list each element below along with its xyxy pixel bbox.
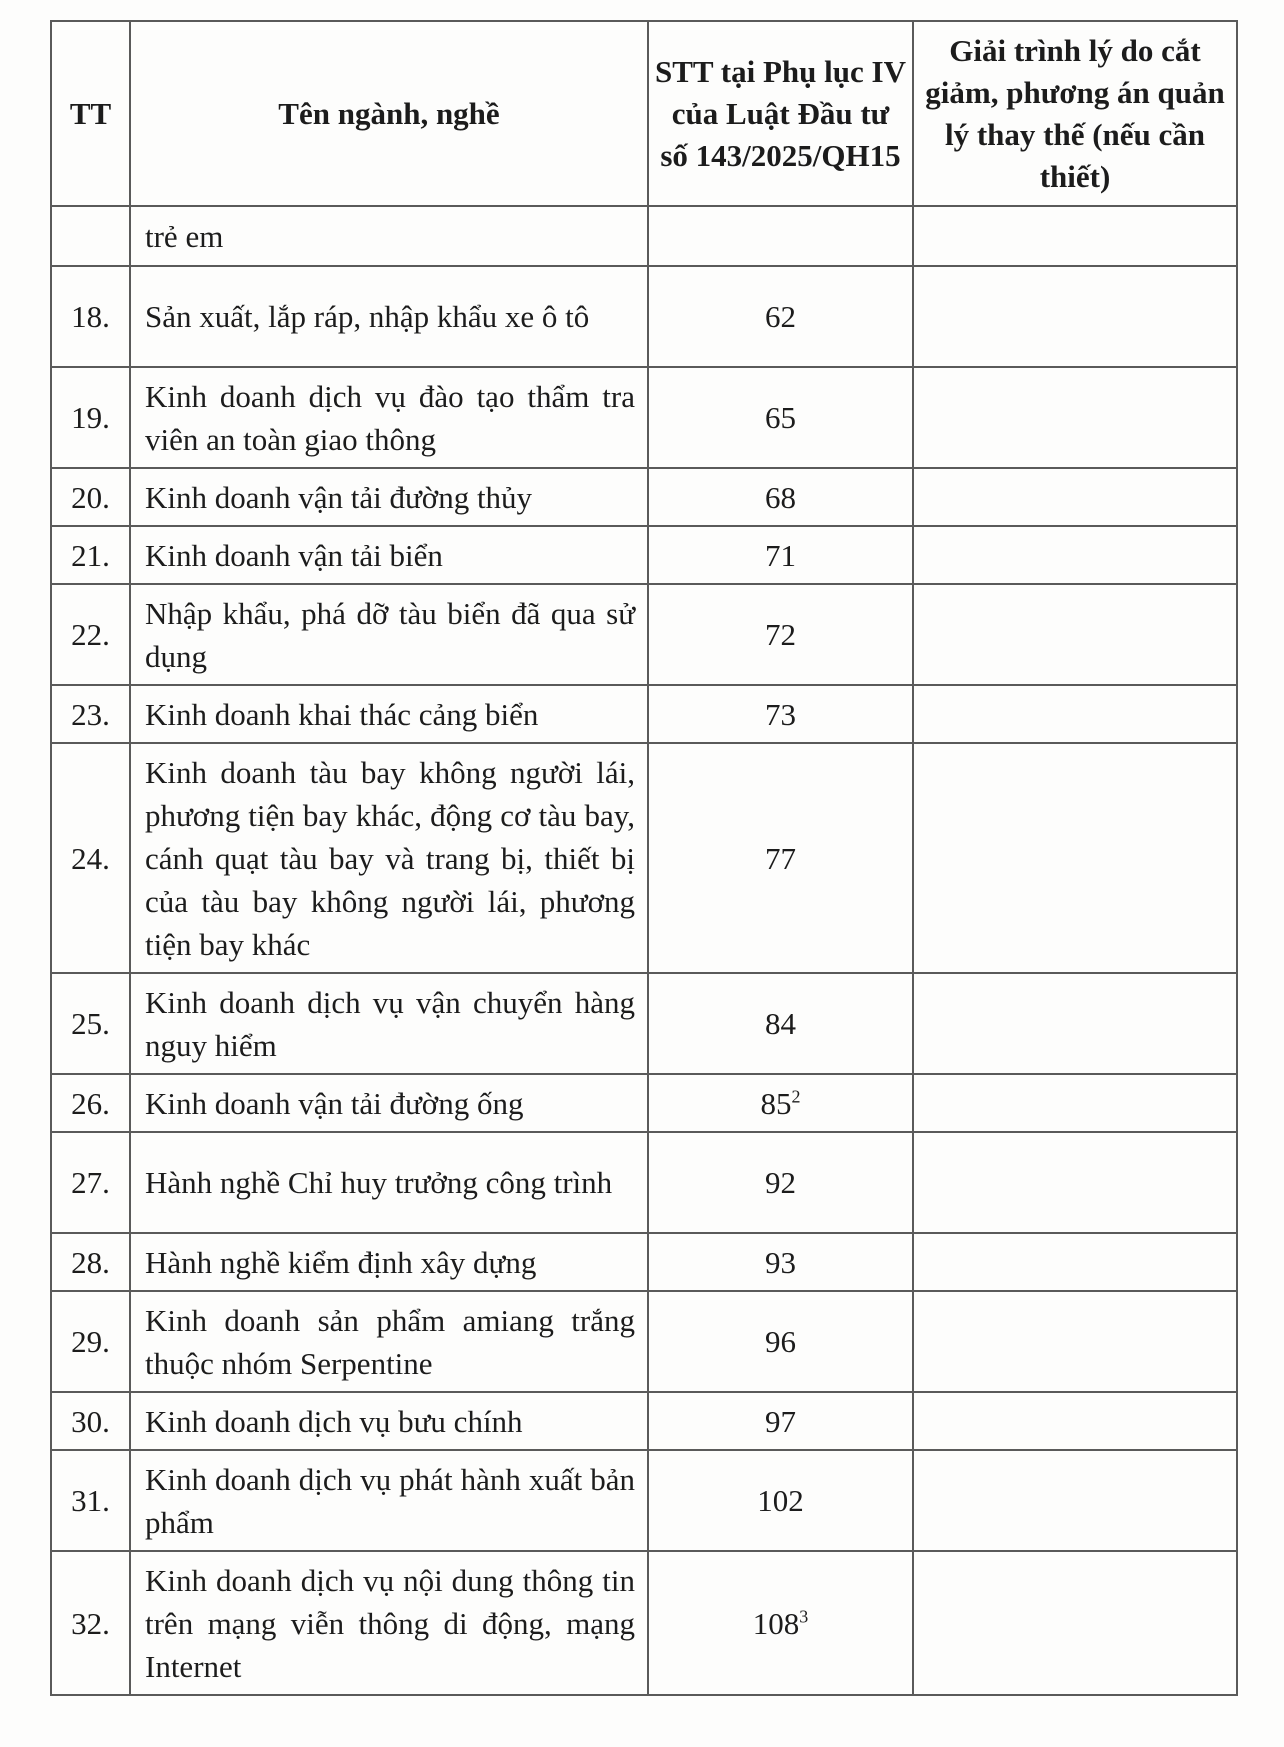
appendix-number: 77 <box>765 840 796 876</box>
row-number: 28. <box>51 1233 130 1291</box>
sector-name: Sản xuất, lắp ráp, nhập khẩu xe ô tô <box>130 266 648 367</box>
appendix-number: 93 <box>765 1244 796 1280</box>
appendix-number: 65 <box>765 400 796 435</box>
table-row-continuation <box>51 206 1237 266</box>
explanation-cell <box>913 685 1237 743</box>
row-number: 31. <box>51 1450 130 1551</box>
explanation-cell <box>913 1233 1237 1291</box>
sector-name: Kinh doanh dịch vụ nội dung thông tin trên mạng viễn thông di động, mạng Internet <box>130 1551 648 1695</box>
sector-name: Kinh doanh vận tải đường thủy <box>130 468 648 526</box>
investment-sectors-table <box>50 20 1238 1696</box>
appendix-number: 102 <box>757 1483 804 1518</box>
appendix-number-cell <box>648 1392 913 1450</box>
explanation-cell <box>913 1392 1237 1450</box>
appendix-number-cell <box>648 367 913 468</box>
table-row <box>51 468 1237 526</box>
appendix-number-cell <box>648 1074 913 1132</box>
appendix-number-cell <box>648 685 913 743</box>
table-row <box>51 367 1237 468</box>
row-number: 21. <box>51 526 130 584</box>
row-number <box>51 206 130 266</box>
sector-name: Hành nghề Chỉ huy trưởng công trình <box>130 1132 648 1233</box>
appendix-number: 62 <box>765 299 796 334</box>
sector-name: Kinh doanh dịch vụ vận chuyển hàng nguy hiểm <box>130 973 648 1074</box>
table-row <box>51 584 1237 685</box>
appendix-number-cell <box>648 973 913 1074</box>
sector-name: Kinh doanh sản phẩm amiang trắng thuộc nhóm Serpentine <box>130 1291 648 1392</box>
appendix-number: 72 <box>765 617 796 652</box>
table-row <box>51 526 1237 584</box>
appendix-number-cell <box>648 743 913 973</box>
row-number: 18. <box>51 266 130 367</box>
appendix-number-cell <box>648 1291 913 1392</box>
header-appendix-number: STT tại Phụ lục IV của Luật Đầu tư số 143/2025/QH15 <box>648 21 913 206</box>
appendix-number-cell <box>648 1450 913 1551</box>
sector-name: Kinh doanh khai thác cảng biển <box>130 685 648 743</box>
appendix-number-cell <box>648 1233 913 1291</box>
sector-name: Kinh doanh dịch vụ bưu chính <box>130 1392 648 1450</box>
table-row <box>51 1074 1237 1132</box>
appendix-number: 97 <box>765 1403 796 1439</box>
explanation-cell <box>913 1132 1237 1233</box>
table-row <box>51 1392 1237 1450</box>
appendix-number: 68 <box>765 479 796 515</box>
header-tt: TT <box>51 21 130 206</box>
appendix-number: 108 <box>752 1605 800 1641</box>
footnote-marker[interactable]: 3 <box>799 1606 809 1627</box>
explanation-cell <box>913 1450 1237 1551</box>
explanation-cell <box>913 1551 1237 1695</box>
explanation-cell <box>913 1291 1237 1392</box>
header-explanation: Giải trình lý do cắt giảm, phương án quản lý thay thế (nếu cần thiết) <box>913 21 1237 206</box>
header-sector-name: Tên ngành, nghề <box>130 21 648 206</box>
sector-name: Kinh doanh vận tải đường ống <box>130 1074 648 1132</box>
appendix-number: 73 <box>765 696 796 732</box>
table-row <box>51 1233 1237 1291</box>
row-number: 25. <box>51 973 130 1074</box>
appendix-number <box>648 206 913 266</box>
sector-name: trẻ em <box>130 206 648 266</box>
explanation-cell <box>913 526 1237 584</box>
appendix-number-cell <box>648 1132 913 1233</box>
table-row <box>51 1291 1237 1392</box>
explanation-cell <box>913 266 1237 367</box>
appendix-number: 92 <box>765 1165 796 1200</box>
table-row <box>51 1132 1237 1233</box>
row-number: 23. <box>51 685 130 743</box>
row-number: 22. <box>51 584 130 685</box>
sector-name: Hành nghề kiểm định xây dựng <box>130 1233 648 1291</box>
footnote-marker[interactable]: 2 <box>791 1086 801 1107</box>
table-header-row <box>51 21 1237 206</box>
table-row <box>51 743 1237 973</box>
row-number: 29. <box>51 1291 130 1392</box>
appendix-number-cell <box>648 266 913 367</box>
sector-name: Kinh doanh dịch vụ đào tạo thẩm tra viên an toàn giao thông <box>130 367 648 468</box>
row-number: 30. <box>51 1392 130 1450</box>
row-number: 26. <box>51 1074 130 1132</box>
sector-name: Nhập khẩu, phá dỡ tàu biển đã qua sử dụng <box>130 584 648 685</box>
appendix-number-cell <box>648 468 913 526</box>
row-number: 20. <box>51 468 130 526</box>
table-row <box>51 973 1237 1074</box>
appendix-number: 71 <box>765 537 796 573</box>
table-row <box>51 1450 1237 1551</box>
sector-name: Kinh doanh dịch vụ phát hành xuất bản phẩm <box>130 1450 648 1551</box>
sector-name: Kinh doanh vận tải biển <box>130 526 648 584</box>
explanation-cell <box>913 367 1237 468</box>
explanation-cell <box>913 584 1237 685</box>
explanation-cell <box>913 206 1237 266</box>
appendix-number-cell <box>648 1551 913 1695</box>
appendix-number-cell <box>648 584 913 685</box>
explanation-cell <box>913 1074 1237 1132</box>
explanation-cell <box>913 468 1237 526</box>
table-row <box>51 266 1237 367</box>
appendix-number: 85 <box>760 1085 792 1121</box>
appendix-number: 96 <box>765 1324 796 1359</box>
sector-name: Kinh doanh tàu bay không người lái, phương tiện bay khác, động cơ tàu bay, cánh quạt tàu bay và trang bị, thiết bị của tàu bay không người lái, phương tiện bay khác <box>130 743 648 973</box>
row-number: 27. <box>51 1132 130 1233</box>
table-row <box>51 1551 1237 1695</box>
explanation-cell <box>913 743 1237 973</box>
row-number: 19. <box>51 367 130 468</box>
appendix-number-cell <box>648 526 913 584</box>
explanation-cell <box>913 973 1237 1074</box>
row-number: 24. <box>51 743 130 973</box>
row-number: 32. <box>51 1551 130 1695</box>
appendix-number: 84 <box>765 1006 796 1041</box>
table-row <box>51 685 1237 743</box>
